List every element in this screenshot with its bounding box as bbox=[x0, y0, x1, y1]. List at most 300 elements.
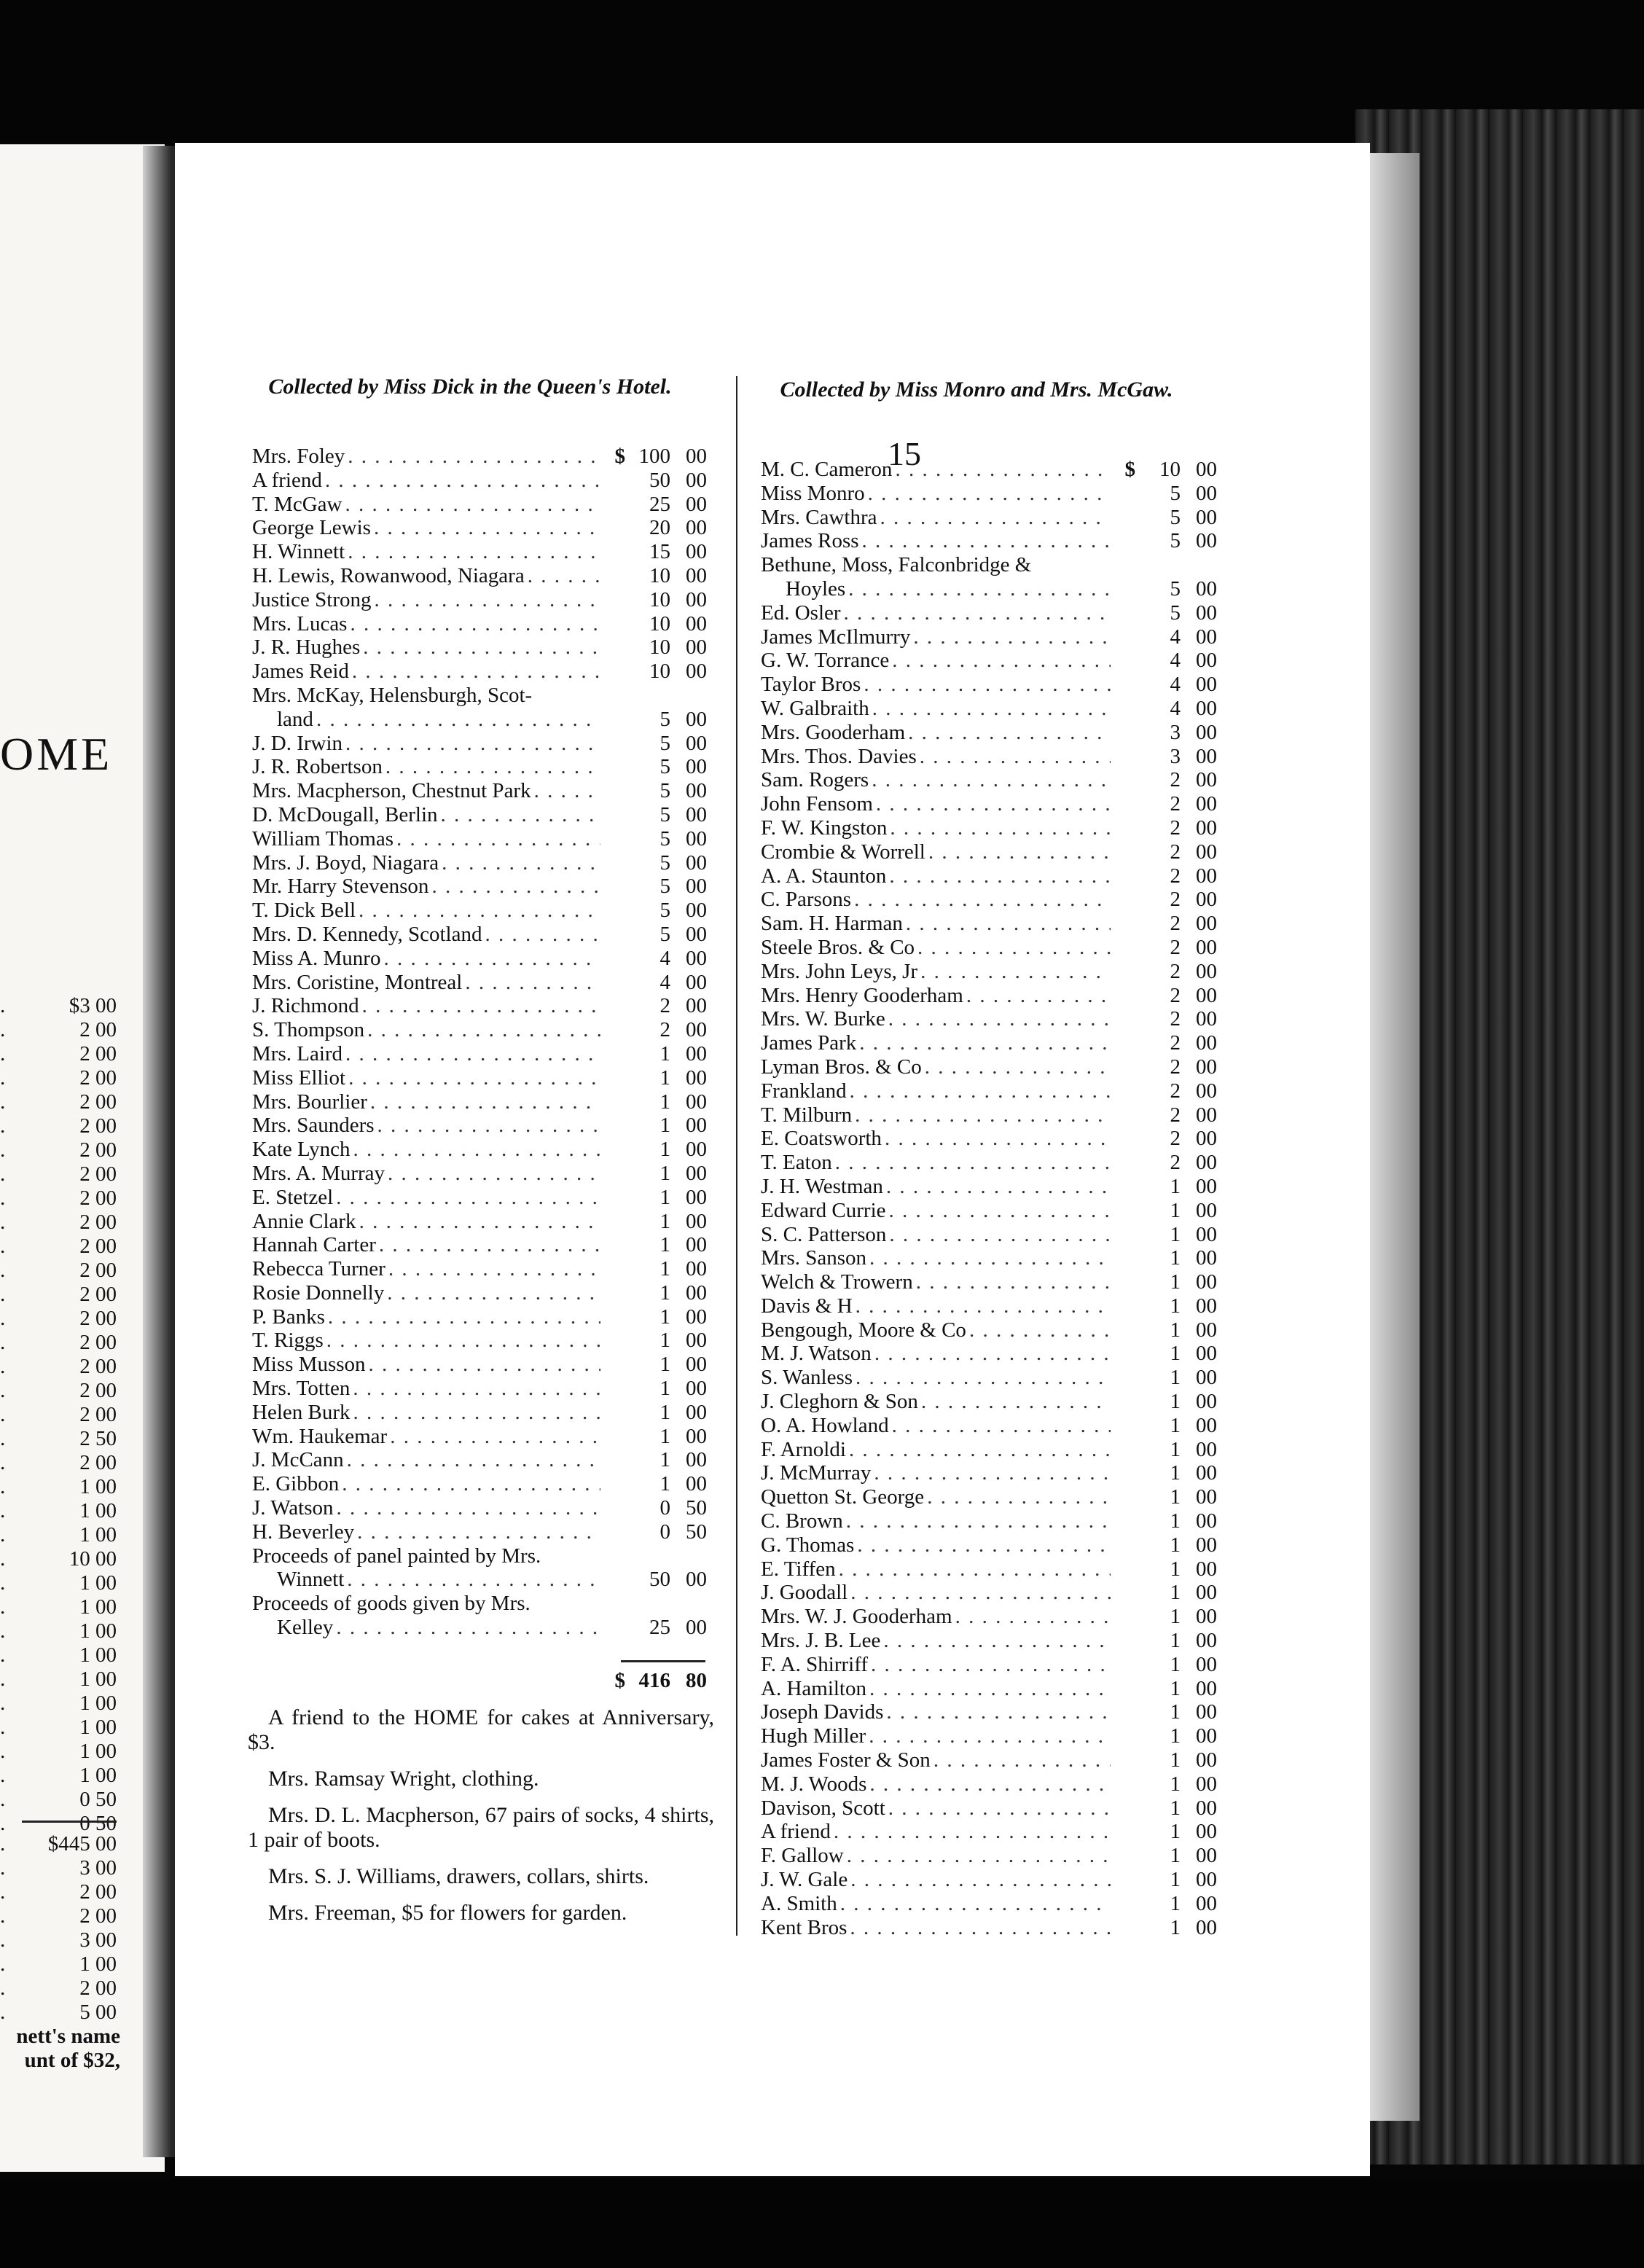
amount-dollars: 1 bbox=[1170, 1748, 1181, 1772]
previous-page-cents: 00 bbox=[95, 1331, 117, 1354]
leader-dots bbox=[387, 1281, 600, 1305]
amount-dollars: 2 bbox=[1170, 840, 1181, 864]
amount-dollars: 1 bbox=[1170, 1605, 1181, 1629]
amount-dollars: 2 bbox=[659, 994, 670, 1018]
previous-page-amount-row bbox=[0, 1547, 117, 1571]
amount-cents: 00 bbox=[686, 1448, 707, 1472]
previous-page-dollars: 2 bbox=[79, 1403, 90, 1426]
amount-dollars: 2 bbox=[659, 1018, 670, 1042]
donor-row bbox=[252, 1114, 707, 1138]
leader-dots bbox=[442, 851, 600, 875]
leader-dots bbox=[840, 1892, 1111, 1916]
previous-page-amount bbox=[79, 1186, 117, 1211]
amount-dollars: 1 bbox=[1170, 1557, 1181, 1581]
previous-page-amount bbox=[79, 1643, 117, 1667]
donor-name: J. W. Gale bbox=[761, 1868, 848, 1892]
leader-dots bbox=[966, 984, 1111, 1008]
amount-cents: 00 bbox=[1196, 1222, 1217, 1246]
amount-cents: 00 bbox=[686, 540, 707, 564]
amount-cents: 00 bbox=[1196, 1127, 1217, 1151]
amount-cents: 00 bbox=[1196, 1629, 1217, 1653]
amount-dollars: 1 bbox=[1170, 1581, 1181, 1605]
amount-cents: 00 bbox=[686, 1280, 707, 1305]
donor-row bbox=[252, 493, 707, 517]
previous-page-heading: OME bbox=[0, 728, 113, 780]
donor-row bbox=[252, 1090, 707, 1114]
previous-page-amount-row bbox=[0, 1904, 117, 1928]
previous-page-cents: 00 bbox=[95, 1211, 117, 1234]
amount-dollars: 1 bbox=[659, 1041, 670, 1065]
donor-name: J. R. Robertson bbox=[252, 755, 383, 779]
leader-dot: . bbox=[0, 1740, 6, 1763]
amount-dollars: 1 bbox=[1170, 1270, 1181, 1294]
previous-page-amount bbox=[79, 1904, 117, 1928]
previous-page-cents: 00 bbox=[95, 1547, 117, 1571]
amount-dollars: 1 bbox=[659, 1161, 670, 1185]
previous-page-cents: 00 bbox=[95, 1952, 117, 1976]
leader-dots bbox=[345, 493, 600, 517]
previous-page-cents: 00 bbox=[95, 1716, 117, 1739]
donor-row bbox=[761, 1079, 1217, 1103]
donor-name: J. Richmond bbox=[252, 994, 359, 1018]
donor-name: C. Parsons bbox=[761, 888, 852, 912]
donor-row bbox=[252, 445, 707, 469]
amount-cents: 00 bbox=[686, 826, 707, 850]
donor-name: Sam. Rogers bbox=[761, 768, 869, 792]
amount-cents: 00 bbox=[686, 1209, 707, 1233]
donor-row bbox=[761, 721, 1217, 745]
donor-name: Winnett bbox=[277, 1568, 345, 1592]
amount-dollars: 25 bbox=[649, 492, 670, 516]
previous-page-cents: 00 bbox=[95, 1619, 117, 1643]
donor-name: Mrs. Henry Gooderham bbox=[761, 983, 963, 1007]
donor-name: Mrs. Gooderham bbox=[761, 720, 906, 744]
previous-page-cents: 00 bbox=[95, 1832, 117, 1856]
leader-dot: . bbox=[0, 1138, 6, 1162]
donor-name: G. Thomas bbox=[761, 1533, 855, 1557]
leader-dots bbox=[849, 1438, 1111, 1462]
previous-page-cents: 00 bbox=[95, 994, 117, 1017]
donor-row bbox=[761, 1318, 1217, 1342]
amount-cents: 00 bbox=[1196, 1533, 1217, 1557]
amount-cents: 00 bbox=[1196, 1390, 1217, 1414]
previous-page-amount-row bbox=[0, 1788, 117, 1812]
amount-dollars: 2 bbox=[1170, 1103, 1181, 1127]
donor-row bbox=[252, 1281, 707, 1305]
amount-cents: 00 bbox=[686, 1185, 707, 1209]
previous-page-amount-row bbox=[0, 1523, 117, 1547]
leader-dots bbox=[345, 732, 600, 756]
donor-name: H. Winnett bbox=[252, 540, 345, 564]
leader-dot: . bbox=[0, 1619, 6, 1643]
previous-page-amount-row bbox=[0, 1928, 117, 1952]
leader-dots bbox=[876, 792, 1111, 816]
note-paragraph: Mrs. D. L. Macpherson, 67 pairs of socks, 4 shirts, 1 pair of boots. bbox=[248, 1803, 714, 1852]
previous-page-amount bbox=[79, 1692, 117, 1716]
leader-dot: . bbox=[0, 1764, 6, 1787]
amount-cents: 00 bbox=[1196, 1366, 1217, 1390]
leader-dots bbox=[872, 768, 1111, 792]
amount-dollars: 1 bbox=[1170, 1820, 1181, 1844]
donor-row bbox=[252, 636, 707, 660]
donor-row bbox=[761, 1175, 1217, 1199]
donor-name: E. Stetzel bbox=[252, 1185, 334, 1209]
leader-dots bbox=[933, 1748, 1111, 1772]
donor-row bbox=[761, 1820, 1217, 1844]
donor-name: W. Galbraith bbox=[761, 696, 869, 720]
amount-cents: 00 bbox=[686, 899, 707, 923]
donor-row bbox=[252, 755, 707, 779]
amount-cents: 00 bbox=[686, 946, 707, 970]
donor-row bbox=[761, 1533, 1217, 1557]
amount-dollars: 5 bbox=[659, 755, 670, 779]
donor-name: James Ross bbox=[761, 529, 859, 553]
amount-cents: 00 bbox=[1196, 1342, 1217, 1366]
donor-row bbox=[761, 1127, 1217, 1151]
donor-row bbox=[252, 1018, 707, 1042]
previous-page-amount bbox=[79, 1788, 117, 1812]
note-paragraph: Mrs. Ramsay Wright, clothing. bbox=[268, 1767, 539, 1791]
previous-page-cents: 00 bbox=[95, 1904, 117, 1928]
previous-page-dollars: 2 bbox=[79, 1976, 90, 2000]
amount-dollars: 2 bbox=[1170, 1127, 1181, 1151]
previous-page-cents: 00 bbox=[95, 1523, 117, 1546]
leader-dots bbox=[889, 1223, 1111, 1247]
amount-cents: 00 bbox=[686, 850, 707, 875]
donor-row bbox=[761, 1438, 1217, 1462]
donor-name: Lyman Bros. & Co bbox=[761, 1055, 922, 1079]
amount-cents: 00 bbox=[686, 1616, 707, 1640]
leader-dot: . bbox=[0, 1283, 6, 1306]
donor-row bbox=[761, 840, 1217, 864]
amount-dollars: 1 bbox=[659, 1185, 670, 1209]
donor-name: Crombie & Worrell bbox=[761, 840, 925, 864]
donor-row bbox=[761, 745, 1217, 769]
previous-page-dollars: 3 bbox=[79, 1928, 90, 1952]
donor-row bbox=[761, 1055, 1217, 1079]
previous-page-dollars: 10 bbox=[68, 1547, 90, 1571]
amount-cents: 00 bbox=[686, 875, 707, 899]
amount-dollars: 1 bbox=[659, 1400, 670, 1424]
previous-page-cents: 00 bbox=[95, 1667, 117, 1691]
donor-name: Hugh Miller bbox=[761, 1724, 866, 1748]
previous-page-amount-row bbox=[0, 1186, 117, 1211]
leader-dots bbox=[528, 564, 600, 588]
previous-page-amount-row bbox=[0, 1042, 117, 1066]
amount-cents: 00 bbox=[1196, 1605, 1217, 1629]
previous-page-cents: 00 bbox=[95, 1451, 117, 1474]
amount-cents: 00 bbox=[686, 1305, 707, 1329]
previous-page-amount bbox=[79, 1379, 117, 1403]
donor-name: Mrs. W. J. Gooderham bbox=[761, 1605, 952, 1629]
amount-cents: 00 bbox=[1196, 481, 1217, 505]
previous-page-dollars: 1 bbox=[79, 1619, 90, 1643]
previous-page-dollars: 2 bbox=[79, 1451, 90, 1474]
leader-dots bbox=[325, 469, 600, 493]
amount-cents: 00 bbox=[1196, 1485, 1217, 1509]
leader-dots bbox=[345, 1042, 600, 1066]
donor-row bbox=[761, 577, 1217, 601]
leader-dots bbox=[431, 875, 600, 899]
donor-row bbox=[252, 971, 707, 995]
amount-cents: 00 bbox=[1196, 1700, 1217, 1724]
leader-dots bbox=[374, 516, 600, 540]
leader-dots bbox=[883, 1629, 1111, 1653]
amount-cents: 00 bbox=[1196, 1270, 1217, 1294]
donor-row bbox=[252, 516, 707, 540]
previous-page-amount bbox=[79, 1235, 117, 1259]
leader-dot: . bbox=[0, 1379, 6, 1402]
leader-dot: . bbox=[0, 1643, 6, 1667]
donor-name: Kate Lynch bbox=[252, 1138, 351, 1162]
donor-name: Ed. Osler bbox=[761, 601, 841, 625]
amount-dollars: 10 bbox=[649, 636, 670, 660]
donor-row bbox=[252, 1138, 707, 1162]
donor-name: Davison, Scott bbox=[761, 1796, 885, 1820]
donor-row bbox=[761, 1007, 1217, 1031]
amount-dollars: 1 bbox=[659, 1424, 670, 1448]
amount-cents: 00 bbox=[686, 1233, 707, 1257]
leader-dot: . bbox=[0, 2001, 6, 2024]
amount-cents: 00 bbox=[686, 587, 707, 611]
donor-row bbox=[761, 1557, 1217, 1581]
leader-dots bbox=[969, 1318, 1111, 1342]
previous-page-amount-row bbox=[0, 1952, 117, 1976]
leader-dots bbox=[920, 745, 1111, 769]
amount-dollars: 1 bbox=[659, 1305, 670, 1329]
donor-name: P. Banks bbox=[252, 1305, 325, 1329]
amount-cents: 00 bbox=[1196, 505, 1217, 529]
amount-dollars: 1 bbox=[1170, 1437, 1181, 1461]
leader-dot: . bbox=[0, 1812, 6, 1835]
leader-dots bbox=[850, 1916, 1111, 1940]
donor-name: T. Riggs bbox=[252, 1329, 324, 1353]
donor-name: T. McGaw bbox=[252, 492, 342, 516]
amount-cents: 00 bbox=[686, 922, 707, 946]
previous-page-dollars: 2 bbox=[79, 1138, 90, 1162]
donor-row bbox=[252, 1377, 707, 1401]
donor-name: Edward Currie bbox=[761, 1198, 886, 1222]
donor-row bbox=[761, 1485, 1217, 1509]
donor-name: Helen Burk bbox=[252, 1400, 351, 1424]
amount-dollars: 1 bbox=[1170, 1796, 1181, 1820]
donor-row bbox=[761, 792, 1217, 816]
donor-name: Welch & Trowern bbox=[761, 1270, 913, 1294]
donor-row bbox=[252, 923, 707, 947]
amount-cents: 00 bbox=[1196, 1820, 1217, 1844]
amount-cents: 00 bbox=[686, 755, 707, 779]
amount-cents: 00 bbox=[1196, 1796, 1217, 1820]
leader-dot: . bbox=[0, 1475, 6, 1498]
amount-dollars: 1 bbox=[1170, 1413, 1181, 1437]
amount-dollars: 10 bbox=[649, 660, 670, 684]
amount-cents: 00 bbox=[1196, 1103, 1217, 1127]
amount-dollars: 1 bbox=[1170, 1222, 1181, 1246]
donor-name: C. Brown bbox=[761, 1509, 843, 1533]
amount-cents: 00 bbox=[1196, 720, 1217, 744]
amount-dollars: 2 bbox=[1170, 816, 1181, 840]
previous-page-cents: 00 bbox=[95, 1880, 117, 1904]
previous-page-amount-row bbox=[0, 1595, 117, 1619]
leader-dots bbox=[362, 994, 600, 1018]
amount-cents: 00 bbox=[1196, 1891, 1217, 1915]
previous-page-dollars: 1 bbox=[79, 1667, 90, 1691]
previous-page-dollars: 2 bbox=[79, 1904, 90, 1928]
amount-dollars: 4 bbox=[1170, 649, 1181, 673]
previous-page-cents: 00 bbox=[95, 1307, 117, 1330]
leader-dots bbox=[347, 1568, 600, 1592]
previous-page-cents: 00 bbox=[95, 1740, 117, 1763]
amount-cents: 00 bbox=[1196, 1007, 1217, 1031]
leader-dots bbox=[348, 1066, 600, 1090]
leader-dot: . bbox=[0, 1090, 6, 1114]
leader-dots bbox=[326, 1329, 600, 1353]
donor-row bbox=[761, 625, 1217, 649]
leader-dots bbox=[850, 1079, 1111, 1103]
previous-page-amount bbox=[79, 1211, 117, 1235]
previous-page-dollars: 2 bbox=[79, 1186, 90, 1210]
leader-dots bbox=[856, 1366, 1111, 1390]
donor-row bbox=[252, 564, 707, 588]
donor-name: T. Eaton bbox=[761, 1151, 832, 1175]
leader-dots bbox=[377, 1114, 600, 1138]
amount-dollars: 10 bbox=[649, 587, 670, 611]
previous-page-amount bbox=[79, 1976, 117, 2001]
leader-dots bbox=[850, 1868, 1111, 1892]
amount-cents: 00 bbox=[1196, 1844, 1217, 1868]
previous-page-dollars: 1 bbox=[79, 1595, 90, 1619]
donor-name: J. Goodall bbox=[761, 1581, 848, 1605]
donor-name: John Fensom bbox=[761, 792, 873, 816]
amount-dollars: 4 bbox=[1170, 696, 1181, 720]
leader-dot: . bbox=[0, 1427, 6, 1450]
donor-name: James McIlmurry bbox=[761, 625, 911, 649]
amount-cents: 00 bbox=[1196, 1676, 1217, 1700]
donor-name: H. Lewis, Rowanwood, Niagara bbox=[252, 563, 525, 587]
previous-page-cents: 00 bbox=[95, 2001, 117, 2024]
donor-row bbox=[761, 1151, 1217, 1175]
donor-name: Mrs. McKay, Helensburgh, Scot- bbox=[252, 683, 533, 707]
leader-dot: . bbox=[0, 1451, 6, 1474]
previous-page-cents: 00 bbox=[95, 1355, 117, 1378]
amount-dollars: 1 bbox=[659, 1138, 670, 1162]
donor-name: A. A. Staunton bbox=[761, 864, 887, 888]
leader-dots bbox=[869, 1724, 1111, 1748]
donor-name: D. McDougall, Berlin bbox=[252, 802, 438, 826]
donor-name: Quetton St. George bbox=[761, 1485, 925, 1509]
donor-row bbox=[761, 1509, 1217, 1533]
leader-dot: . bbox=[0, 1114, 6, 1138]
donor-name: Miss Elliot bbox=[252, 1065, 346, 1090]
previous-page-amount bbox=[79, 1042, 117, 1066]
donation-notes bbox=[248, 1705, 714, 1937]
previous-page-cents: 00 bbox=[95, 1186, 117, 1210]
leader-dots bbox=[850, 1581, 1111, 1605]
leader-dots bbox=[390, 1425, 600, 1449]
previous-page-dollars: 2 bbox=[79, 1331, 90, 1354]
previous-page-amount-row bbox=[0, 1880, 117, 1904]
amount-dollars: 0 bbox=[659, 1520, 670, 1544]
donor-row bbox=[761, 1223, 1217, 1247]
leader-dots bbox=[920, 960, 1111, 984]
amount-cents: 00 bbox=[686, 994, 707, 1018]
donor-name: A friend bbox=[761, 1820, 831, 1844]
amount-dollars: 4 bbox=[659, 970, 670, 994]
amount-cents: 00 bbox=[1196, 1031, 1217, 1055]
previous-page-dollars: $445 bbox=[47, 1832, 90, 1856]
left-column-heading: Collected by Miss Dick in the Queen's Hotel. bbox=[268, 375, 672, 399]
donor-row bbox=[252, 612, 707, 636]
previous-page-amount-row bbox=[0, 1499, 117, 1523]
donor-name: Miss Musson bbox=[252, 1353, 366, 1377]
previous-page-dollars: 1 bbox=[79, 1764, 90, 1787]
amount-cents: 00 bbox=[686, 516, 707, 540]
previous-page-amount-row bbox=[0, 1976, 117, 2001]
previous-page-cents: 00 bbox=[95, 1259, 117, 1282]
amount-dollars: 2 bbox=[1170, 768, 1181, 792]
amount-dollars: 1 bbox=[1170, 1652, 1181, 1676]
leader-dots bbox=[379, 1233, 600, 1257]
leader-dot: . bbox=[0, 1403, 6, 1426]
previous-page-dollars: 1 bbox=[79, 1643, 90, 1667]
leader-dot: . bbox=[0, 1331, 6, 1354]
previous-page-amount-row bbox=[0, 1619, 117, 1643]
donor-row bbox=[761, 1366, 1217, 1390]
donor-row bbox=[252, 1353, 707, 1377]
previous-page-dollars: 1 bbox=[79, 1523, 90, 1546]
amount-cents: 00 bbox=[686, 563, 707, 587]
previous-page-dollars: 2 bbox=[79, 1090, 90, 1114]
leader-dots bbox=[855, 1103, 1111, 1127]
amount-dollars: 1 bbox=[659, 1353, 670, 1377]
amount-cents: 00 bbox=[1196, 1557, 1217, 1581]
leader-dots bbox=[336, 1186, 600, 1210]
leader-dot: . bbox=[0, 1856, 6, 1880]
column-divider bbox=[736, 376, 737, 1936]
donor-row bbox=[252, 1162, 707, 1186]
scan-background-bottom bbox=[0, 2179, 1644, 2268]
donor-name: Bethune, Moss, Falconbridge & bbox=[761, 553, 1032, 577]
previous-page-amount bbox=[79, 1499, 117, 1523]
amount-dollars: 1 bbox=[1170, 1461, 1181, 1485]
previous-page bbox=[0, 144, 165, 2172]
donor-name: F. A. Shirriff bbox=[761, 1652, 868, 1676]
donor-name: T. Milburn bbox=[761, 1103, 853, 1127]
donor-name: Kent Bros bbox=[761, 1915, 848, 1939]
leader-dots bbox=[350, 612, 600, 636]
previous-page-amount-row bbox=[0, 1856, 117, 1880]
amount-dollars: 2 bbox=[1170, 1079, 1181, 1103]
leader-dot: . bbox=[0, 1716, 6, 1739]
previous-page-dollars: 1 bbox=[79, 1475, 90, 1498]
amount-cents: 00 bbox=[686, 1568, 707, 1592]
leader-dots bbox=[859, 1031, 1111, 1055]
left-column-total bbox=[252, 1669, 707, 1693]
donor-name: J. Watson bbox=[252, 1496, 334, 1520]
leader-dots bbox=[359, 1210, 600, 1234]
previous-page-amount-row bbox=[0, 2001, 117, 2025]
previous-page-amount-row bbox=[0, 1114, 117, 1138]
leader-dots bbox=[363, 636, 600, 660]
donor-name: Mrs. D. Kennedy, Scotland bbox=[252, 922, 482, 946]
donor-row bbox=[252, 469, 707, 493]
leader-dots bbox=[441, 803, 600, 827]
leader-dot: . bbox=[0, 994, 6, 1017]
amount-dollars: 1 bbox=[1170, 1342, 1181, 1366]
previous-page-cents: 00 bbox=[95, 1018, 117, 1041]
previous-page-cents: 00 bbox=[95, 1856, 117, 1880]
amount-dollars: 5 bbox=[659, 731, 670, 755]
